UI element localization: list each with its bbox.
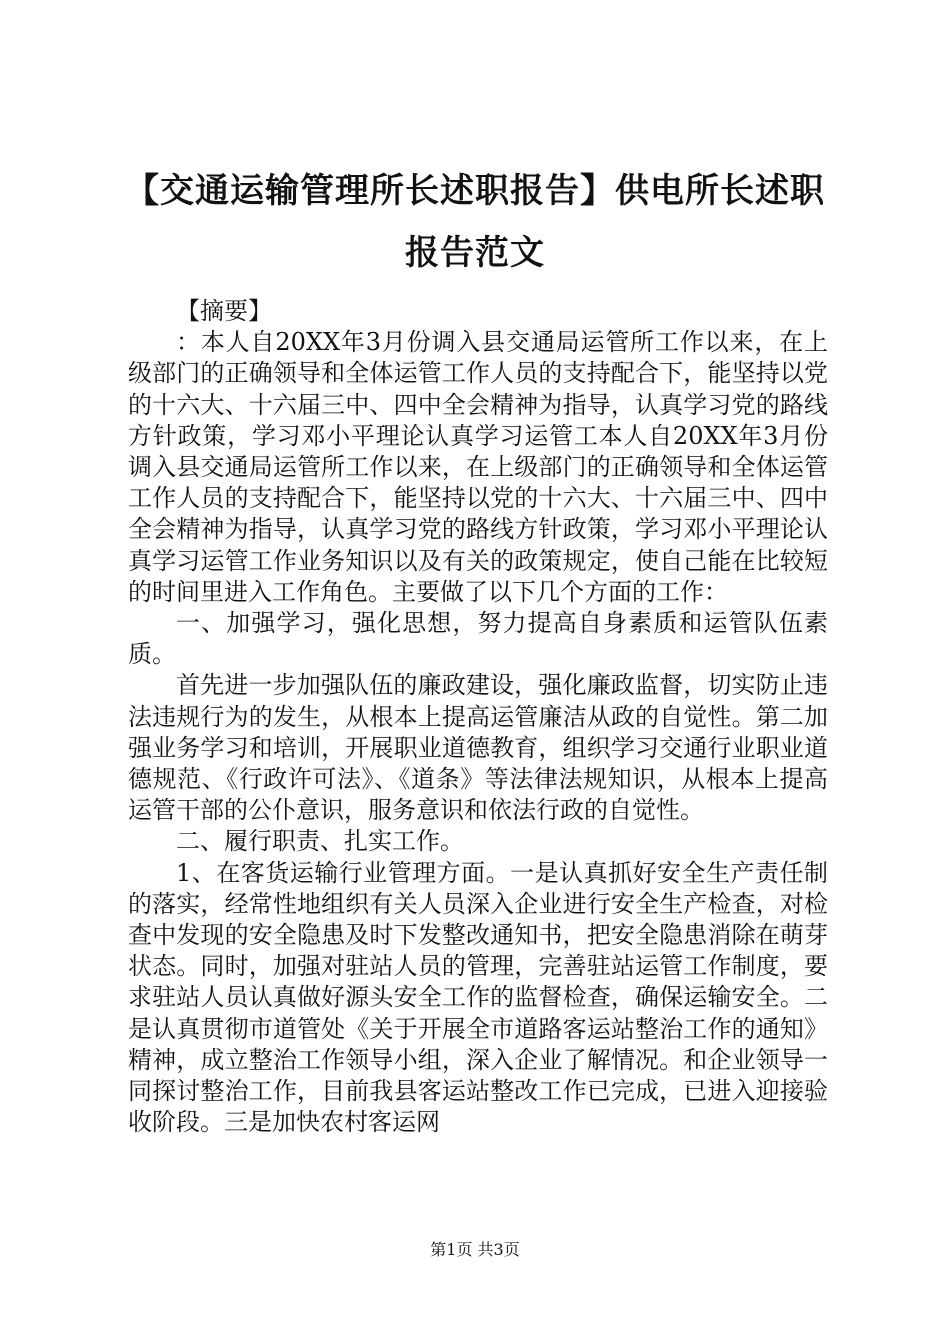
paragraph-heading-1: 一、加强学习，强化思想，努力提高自身素质和运管队伍素质。 <box>128 609 828 669</box>
page-number: 第1页 共3页 <box>430 1240 520 1259</box>
abstract-label: 【摘要】 <box>176 297 272 325</box>
document-title: 【交通运输管理所长述职报告】供电所长述职报告范文 <box>125 171 825 273</box>
paragraph-body-2: 1、在客货运输行业管理方面。一是认真抓好安全生产责任制的落实，经常性地组织有关人员深入企业进行安全生产检查，对检查中发现的安全隐患及时下发整改通知书，把安全隐患消除在萌芽状态。同时，加强对驻站人员的管理，完善驻站运管工作制度，要求驻站人员认真做好源头安全工作的监督检查，确保运输安全。二是认真贯彻市道管处《关于开展全市道路客运站整治工作的通知》精神，成立整治工作领导小组，深入企业了解情况。和企业领导一同探讨整治工作，目前我县客运站整改工作已完成，已进入迎接验收阶段。三是加快农村客运网 <box>128 858 828 1137</box>
paragraph-intro: ：本人自20XX年3月份调入县交通局运管所工作以来，在上级部门的正确领导和全体运管工作人员的支持配合下，能坚持以党的十六大、十六届三中、四中全会精神为指导，认真学习党的路线方针政策，学习邓小平理论认真学习运管工本人自20XX年3月份调入县交通局运管所工作以来，在上级部门的正确领导和全体运管工作人员的支持配合下，能坚持以党的十六大、十六届三中、四中全会精神为指导，认真学习党的路线方针政策，学习邓小平理论认真学习运管工作业务知识以及有关的政策规定，使自己能在比较短的时间里进入工作角色。主要做了以下几个方面的工作： <box>128 328 828 606</box>
paragraph-body-1: 首先进一步加强队伍的廉政建设，强化廉政监督，切实防止违法违规行为的发生，从根本上提高运管廉洁从政的自觉性。第二加强业务学习和培训，开展职业道德教育，组织学习交通行业职业道德规范、《行政许可法》、《道条》等法律法规知识，从根本上提高运管干部的公仆意识，服务意识和依法行政的自觉性。 <box>128 671 828 825</box>
paragraph-heading-2: 二、履行职责、扎实工作。 <box>176 827 464 856</box>
document-body <box>128 296 828 1138</box>
